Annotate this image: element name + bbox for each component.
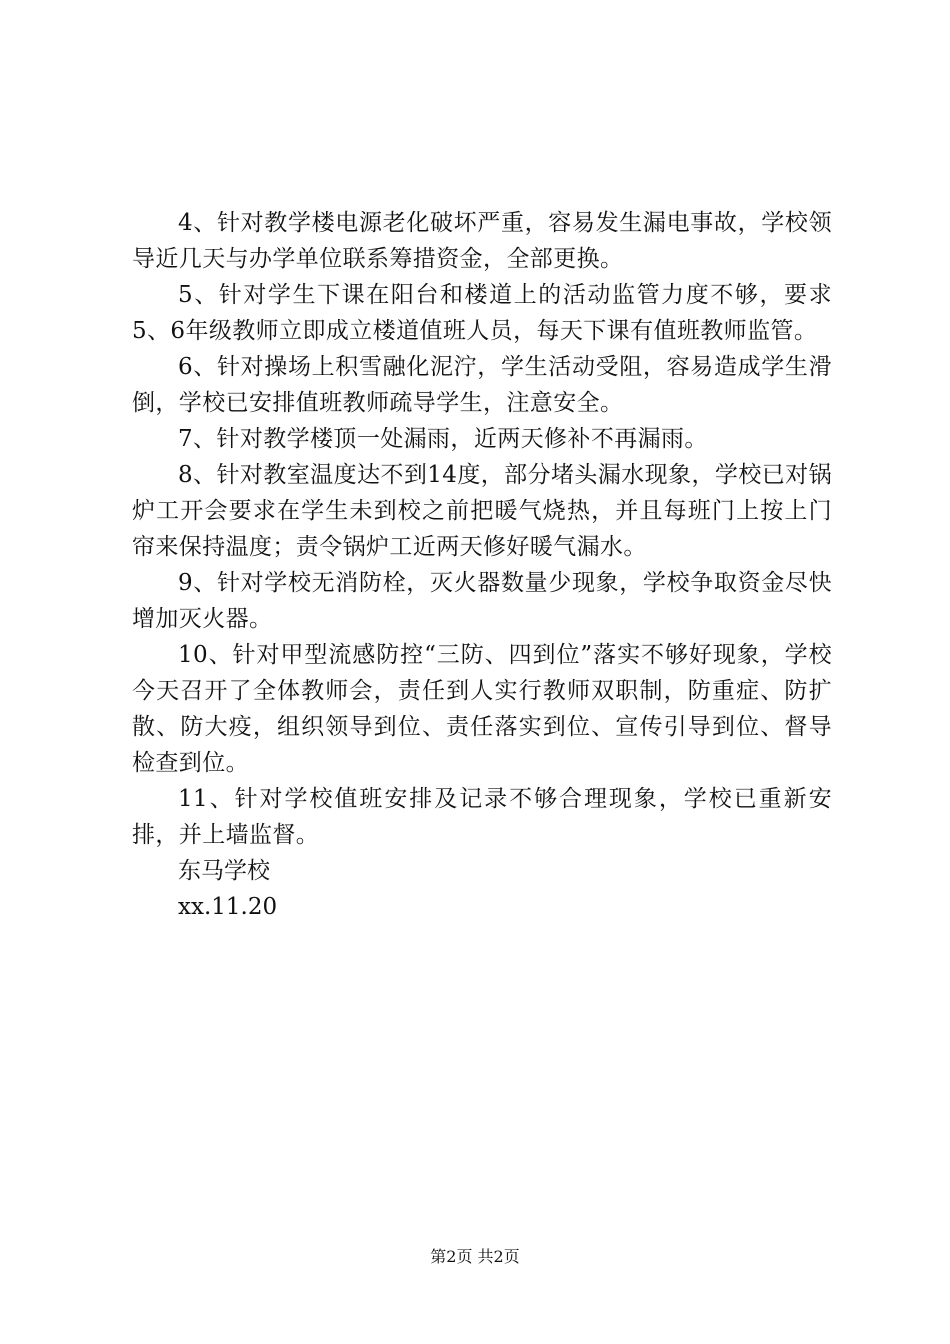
- paragraph-item-10: 10、针对甲型流感防控“三防、四到位”落实不够好现象，学校今天召开了全体教师会，责任到人实行教师双职制，防重症、防扩散、防大疫，组织领导到位、责任落实到位、宣传引导到位、督导检查到位。: [132, 642, 832, 776]
- paragraph-item-9: 9、针对学校无消防栓，灭火器数量少现象，学校争取资金尽快增加灭火器。: [132, 570, 832, 632]
- paragraph-item-8: 8、针对教室温度达不到14度，部分堵头漏水现象，学校已对锅炉工开会要求在学生未到校之前把暖气烧热，并且每班门上按上门帘来保持温度；责令锅炉工近两天修好暖气漏水。: [132, 462, 832, 560]
- signature-school: 东马学校: [178, 858, 270, 884]
- paragraph-item-6: 6、针对操场上积雪融化泥泞，学生活动受阻，容易造成学生滑倒，学校已安排值班教师疏导学生，注意安全。: [132, 354, 832, 416]
- paragraph-item-4: 4、针对教学楼电源老化破坏严重，容易发生漏电事故，学校领导近几天与办学单位联系筹措资金，全部更换。: [132, 210, 832, 272]
- document-body: [132, 205, 832, 925]
- signature-date: xx.11.20: [178, 894, 278, 920]
- paragraph-item-7: 7、针对教学楼顶一处漏雨，近两天修补不再漏雨。: [178, 426, 708, 452]
- paragraph-item-5: 5、针对学生下课在阳台和楼道上的活动监管力度不够，要求5、6年级教师立即成立楼道值班人员，每天下课有值班教师监管。: [132, 282, 832, 344]
- page-number-footer: 第2页 共2页: [430, 1247, 520, 1266]
- paragraph-item-11: 11、针对学校值班安排及记录不够合理现象，学校已重新安排，并上墙监督。: [132, 786, 832, 848]
